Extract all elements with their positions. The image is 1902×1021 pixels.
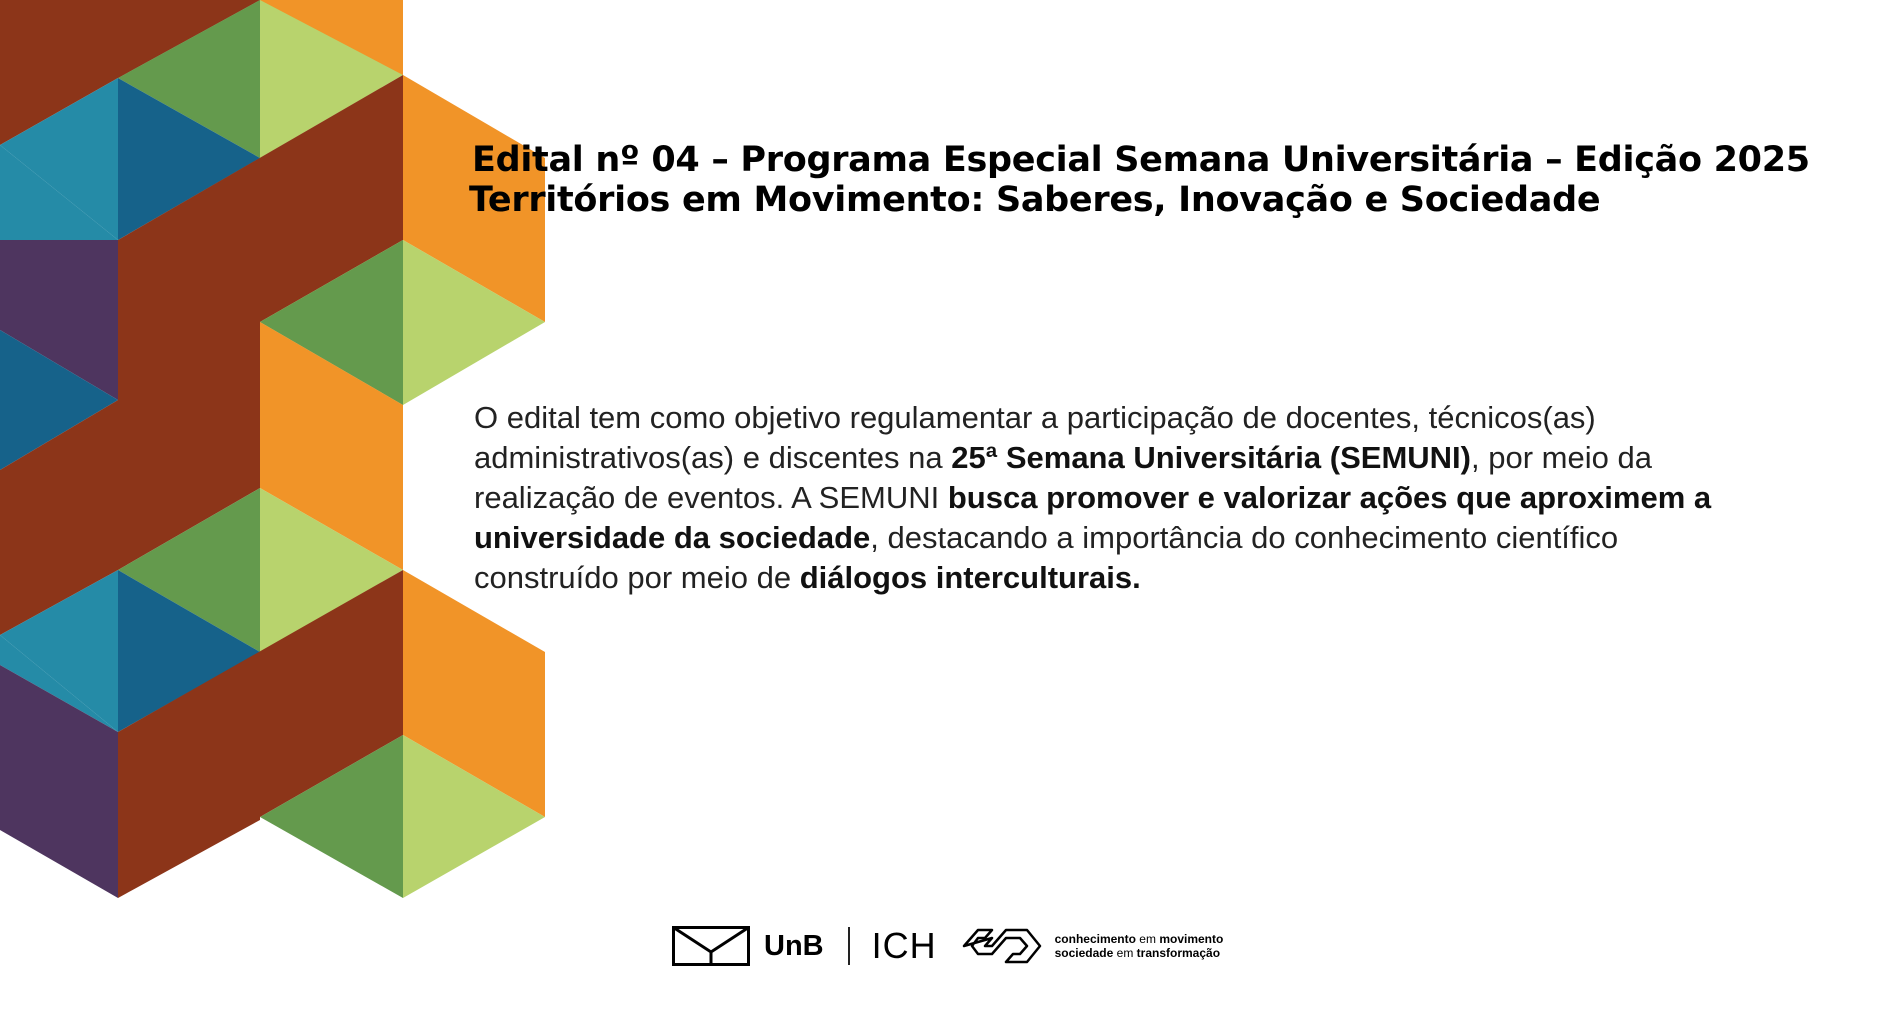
tagline-text: em [1135,932,1160,946]
tagline-bold: movimento [1159,932,1224,946]
tagline-bold: sociedade [1054,946,1114,960]
tagline-text: em [1113,946,1137,960]
description-paragraph [474,398,1764,598]
unb-book-icon [672,926,750,966]
unb-logo-text: UnB [764,929,824,962]
tagline-line-2 [1055,946,1224,960]
footer-logos [672,918,1223,974]
page-title [469,140,1872,220]
description-text: O edital tem como objetivo regulamentar a participação de docentes, técnicos(as) administrativos(as) e discentes na [474,400,1596,475]
ich-logo-text: ICH [871,925,937,966]
tagline-bold: conhecimento [1054,932,1136,946]
hexagon-link-icon [961,921,1043,971]
tagline [1055,932,1224,960]
tagline-line-1 [1055,932,1224,946]
description-text: , por meio da realização de eventos. A SEMUNI [474,440,1652,515]
description-bold: 25ª Semana Universitária (SEMUNI) [951,440,1471,475]
title-line-2: Territórios em Movimento: Saberes, Inovação e Sociedade [469,180,1601,220]
description-text: , destacando a importância do conhecimento científico construído por meio de [474,520,1619,595]
description-bold: busca promover e valorizar ações que aproximem a universidade da sociedade [474,480,1712,555]
title-line-1: Edital nº 04 – Programa Especial Semana Universitária – Edição 2025 [472,140,1810,180]
tagline-bold: transformação [1136,946,1221,960]
logo-divider [848,927,850,965]
description-bold: diálogos interculturais. [799,560,1141,595]
